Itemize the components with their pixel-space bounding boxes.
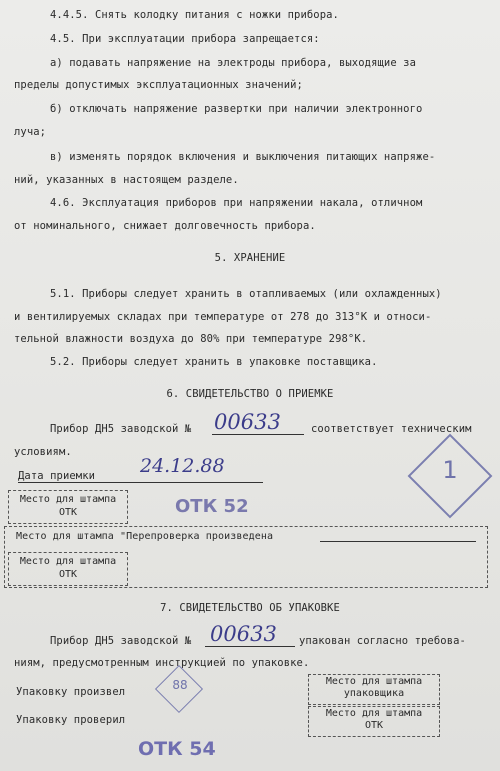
date-underline	[18, 482, 263, 483]
serial-underline	[212, 434, 304, 435]
diamond-number: 1	[442, 456, 458, 484]
text-line: 4.6. Эксплуатация приборов при напряжении накала, отличном	[50, 197, 423, 209]
section-heading: 6. СВИДЕТЕЛЬСТВО О ПРИЕМКЕ	[166, 388, 334, 400]
text-line: 5.1. Приборы следует хранить в отапливаемых (или охлажденных)	[50, 288, 442, 300]
text-line: пределы допустимых эксплуатационных значений;	[14, 79, 303, 91]
text-line: 4.5. При эксплуатации прибора запрещается:	[50, 33, 320, 45]
stamp-box-otk-3	[308, 706, 440, 737]
otk-stamp: ОТК 52	[175, 496, 249, 517]
text-line: б) отключать напряжение развертки при наличии электронного	[50, 103, 423, 115]
text-line: от номинального, снижает долговечность прибора.	[14, 220, 316, 232]
text-line: а) подавать напряжение на электроды прибора, выходящие за	[50, 57, 417, 69]
stamp-box-otk-2	[8, 552, 128, 586]
text-line: Прибор ДН5 заводской №	[50, 423, 192, 435]
date-label: Дата приемки	[18, 470, 96, 482]
section-heading: 5. ХРАНЕНИЕ	[214, 252, 286, 264]
recheck-label: Место для штампа "Перепроверка произведена	[16, 531, 274, 542]
packed-by-label: Упаковку произвел	[16, 686, 126, 698]
serial-handwritten: 00633	[210, 622, 277, 646]
text-line: 5.2. Приборы следует хранить в упаковке поставщика.	[50, 356, 378, 368]
text-line: ниям, предусмотренным инструкцией по упаковке.	[14, 657, 310, 669]
date-handwritten: 24.12.88	[140, 455, 225, 477]
stamp-box-label: Место для штампа	[19, 494, 117, 505]
serial-underline	[205, 646, 295, 647]
text-line: и вентилируемых складах при температуре от 278 до 313°К и относи-	[14, 311, 432, 323]
stamp-box-label: ОТК	[58, 507, 78, 518]
stamp-box-packer	[308, 674, 440, 705]
stamp-box-otk	[8, 490, 128, 524]
text-line: 4.4.5. Снять колодку питания с ножки прибора.	[50, 9, 339, 21]
text-line: тельной влажности воздуха до 80% при температуре 298°К.	[14, 333, 368, 345]
stamp-box-label: ОТК	[58, 569, 78, 580]
stamp-box-label: упаковщика	[343, 688, 405, 699]
stamp-box-label: Место для штампа	[325, 708, 423, 719]
otk-stamp-bottom: ОТК 54	[138, 738, 216, 760]
section-heading: 7. СВИДЕТЕЛЬСТВО ОБ УПАКОВКЕ	[160, 602, 340, 614]
recheck-underline	[320, 541, 476, 542]
text-line: соответствует техническим	[311, 423, 472, 435]
text-line: в) изменять порядок включения и выключения питающих напряже-	[50, 151, 436, 163]
text-line: условиям.	[14, 446, 72, 458]
text-line: луча;	[14, 126, 47, 138]
checked-by-label: Упаковку проверил	[16, 714, 126, 726]
serial-handwritten: 00633	[214, 410, 281, 434]
text-line: упакован согласно требова-	[299, 635, 466, 647]
stamp-box-label: Место для штампа	[325, 676, 423, 687]
stamp-box-label: Место для штампа	[19, 556, 117, 567]
text-line: ний, указанных в настоящем разделе.	[14, 174, 239, 186]
text-line: Прибор ДН5 заводской №	[50, 635, 192, 647]
packer-stamp-number: 88	[172, 678, 188, 692]
stamp-box-label: ОТК	[364, 720, 384, 731]
